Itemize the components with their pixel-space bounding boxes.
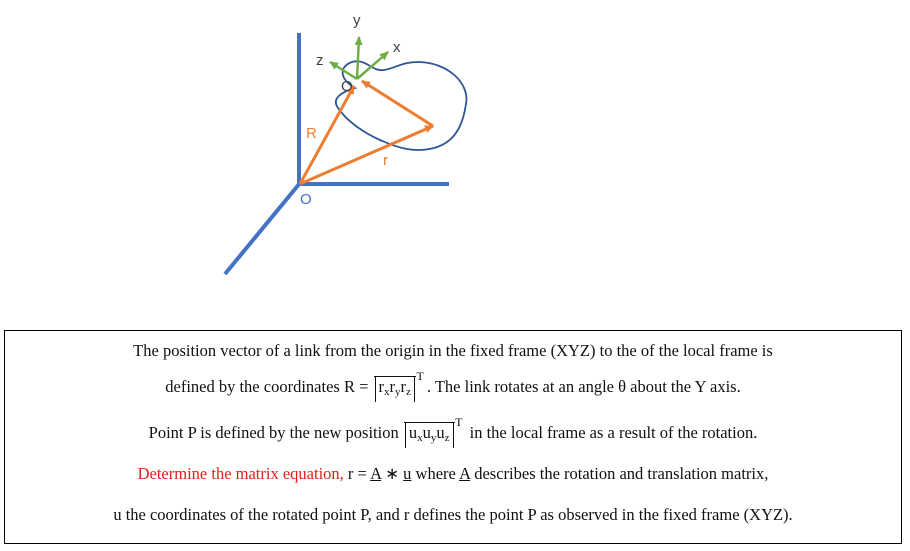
matrix-A-ref: A <box>459 464 471 483</box>
local-x-axis <box>357 52 388 79</box>
line2-suffix: . The link rotates at an angle θ about the Y axis. <box>426 377 741 396</box>
label-fixed-origin: O <box>300 191 312 208</box>
problem-line-5: u the coordinates of the rotated point P, and r defines the point P as observed in the fixed frame (XYZ). <box>113 505 793 524</box>
problem-line-4 <box>5 464 901 484</box>
vector-r-arrow <box>300 126 433 184</box>
vector-u: u <box>403 464 412 483</box>
line3-suffix: in the local frame as a result of the rotation. <box>469 423 758 442</box>
fixed-z-axis <box>225 183 300 274</box>
line3-prefix: Point P is defined by the new position <box>148 423 399 442</box>
problem-line-1: The position vector of a link from the origin in the fixed frame (XYZ) to the of the local frame is <box>133 341 773 360</box>
line4-instruction: Determine the matrix equation, <box>137 464 344 483</box>
multiply-symbol: ∗ <box>385 464 400 483</box>
vector-R-components: rxryrz T <box>375 377 415 402</box>
word-where: where <box>415 464 456 483</box>
matrix-A: A <box>370 464 382 483</box>
label-local-origin: O <box>341 78 353 95</box>
local-y-axis <box>357 37 359 79</box>
line2-prefix: defined by the coordinates R = <box>165 377 369 396</box>
problem-line-3 <box>5 415 901 448</box>
label-local-y: y <box>353 12 361 29</box>
label-local-x: x <box>393 39 401 56</box>
local-vector-arrow <box>362 81 433 126</box>
label-vector-r: r <box>383 152 388 169</box>
problem-line-2 <box>5 369 901 402</box>
line4-suffix: describes the rotation and translation matrix, <box>474 464 769 483</box>
label-local-z: z <box>316 52 324 69</box>
problem-statement-box <box>4 330 902 544</box>
vector-u-components: uxuyuz T <box>405 423 454 448</box>
label-vector-R: R <box>306 125 317 142</box>
equation-lhs: r = <box>347 464 367 483</box>
